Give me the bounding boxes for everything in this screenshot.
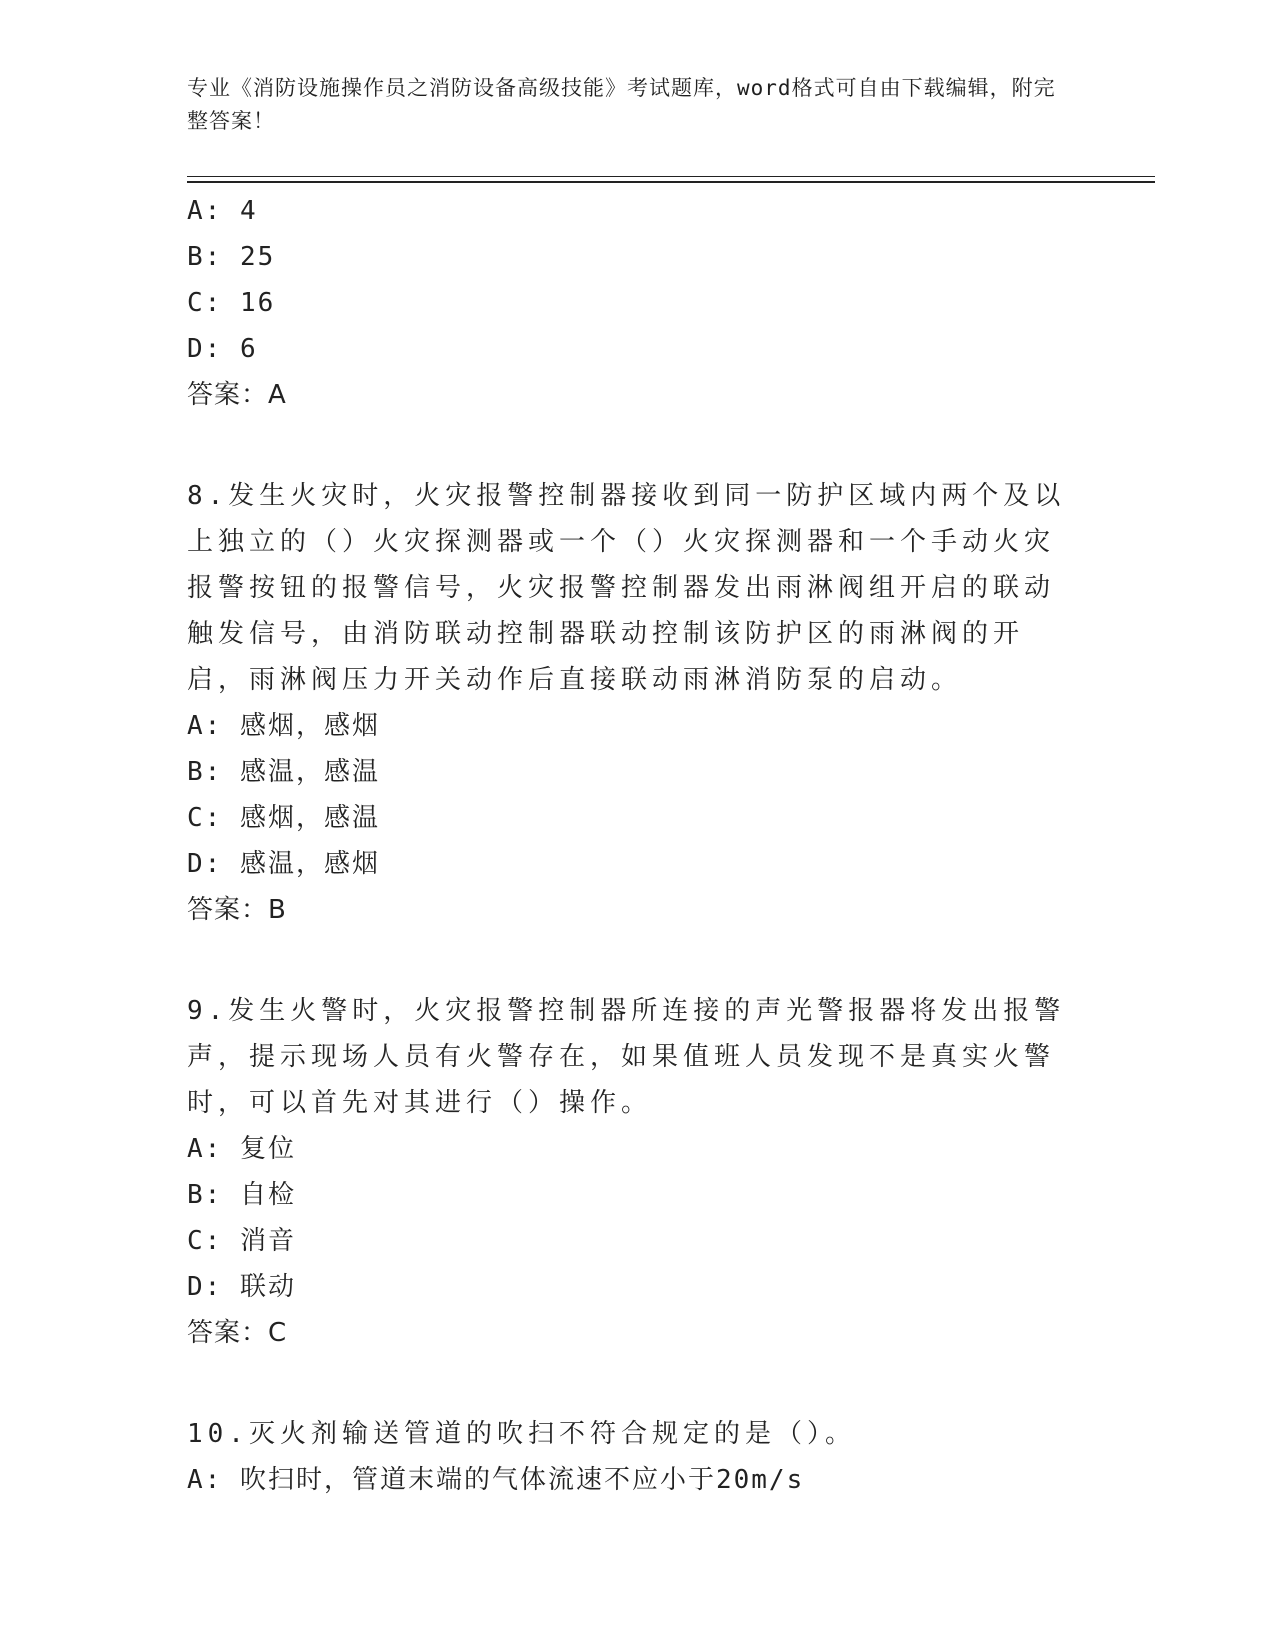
answer-line: 答案：B — [187, 895, 287, 925]
question-content — [187, 188, 1087, 1503]
question-8 — [187, 473, 1087, 933]
question-stem: 10.灭火剂输送管道的吹扫不符合规定的是（）。 — [187, 1419, 856, 1449]
option-a: A: 感烟，感烟 — [187, 711, 380, 741]
answer-line: 答案：C — [187, 1318, 288, 1348]
option-a: A: 4 — [187, 196, 258, 226]
option-a: A: 吹扫时，管道末端的气体流速不应小于20m/s — [187, 1465, 805, 1495]
option-d: D: 感温，感烟 — [187, 849, 380, 879]
option-b: B: 感温，感温 — [187, 757, 380, 787]
header-divider-thin — [187, 176, 1155, 177]
question-9 — [187, 988, 1087, 1356]
option-c: C: 感烟，感温 — [187, 803, 380, 833]
option-a: A: 复位 — [187, 1134, 296, 1164]
spacer — [187, 418, 1087, 473]
option-b: B: 25 — [187, 242, 276, 272]
answer-line: 答案：A — [187, 380, 287, 410]
question-10 — [187, 1411, 1087, 1503]
option-d: D: 联动 — [187, 1272, 296, 1302]
question-stem: 9.发生火警时，火灾报警控制器所连接的声光警报器将发出报警声，提示现场人员有火警存在，如果值班人员发现不是真实火警时，可以首先对其进行（）操作。 — [187, 996, 1066, 1118]
prev-question — [187, 188, 1087, 418]
document-header: 专业《消防设施操作员之消防设备高级技能》考试题库，word格式可自由下载编辑，附完整答案！ — [187, 76, 1056, 133]
option-c: C: 消音 — [187, 1226, 296, 1256]
option-d: D: 6 — [187, 334, 258, 364]
header-divider-thick — [187, 181, 1155, 183]
question-stem: 8.发生火灾时，火灾报警控制器接收到同一防护区域内两个及以上独立的（）火灾探测器或一个（）火灾探测器和一个手动火灾报警按钮的报警信号，火灾报警控制器发出雨淋阀组开启的联动触发信号，由消防联动控制器联动控制该防护区的雨淋阀的开启，雨淋阀压力开关动作后直接联动雨淋消防泵的启动。 — [187, 481, 1066, 695]
spacer — [187, 1356, 1087, 1411]
option-c: C: 16 — [187, 288, 276, 318]
spacer — [187, 933, 1087, 988]
option-b: B: 自检 — [187, 1180, 296, 1210]
